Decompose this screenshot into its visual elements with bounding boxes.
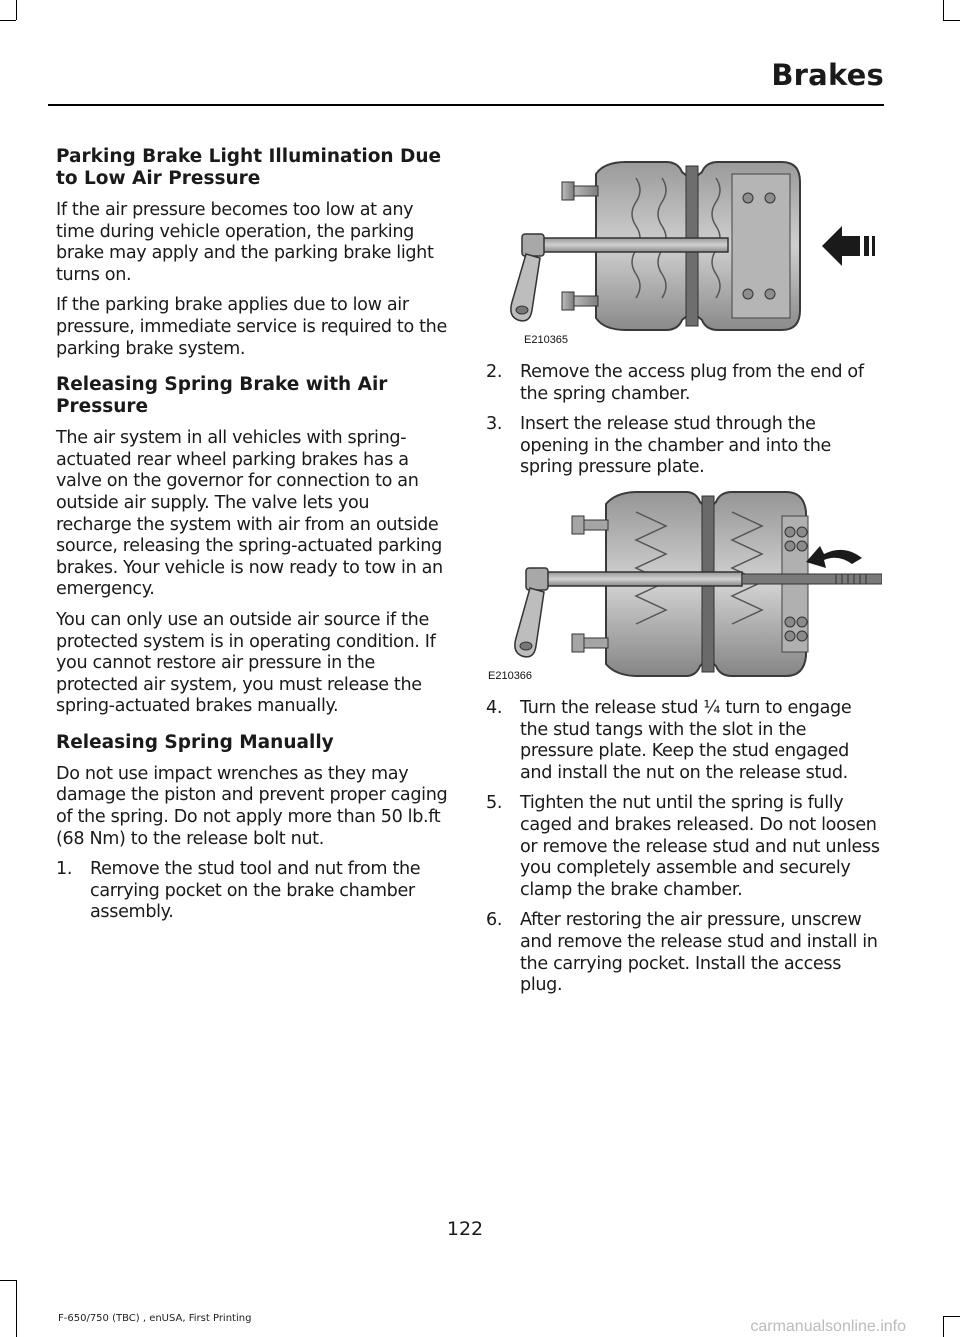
step-number: 4. xyxy=(486,697,503,718)
header-rule xyxy=(48,104,884,106)
step-number: 6. xyxy=(486,910,503,931)
section-heading-low-air: Parking Brake Light Illumination Due to Low Air Pressure xyxy=(56,146,442,189)
crop-mark-tr-v xyxy=(943,0,944,20)
page-footer: F-650/750 (TBC) , enUSA, First Printing xyxy=(58,1313,252,1324)
step-text: Tighten the nut until the spring is fully caged and brakes released. Do not loosen or remove the release stud and nut unless you completely assemble and securely clamp the brake chamber. xyxy=(520,793,880,900)
page-number: 122 xyxy=(446,1218,484,1240)
step-list xyxy=(486,362,882,479)
paragraph: If the air pressure becomes too low at any time during vehicle operation, the parking brake may apply and the parking brake light turns on. xyxy=(56,200,434,285)
brake-chamber-illustration xyxy=(486,154,882,348)
crop-mark-tl-h xyxy=(0,20,16,21)
watermark-text: carmanualsonline.info xyxy=(750,1318,906,1335)
step-text: After restoring the air pressure, unscrew and remove the release stud and install in the carrying pocket. Install the access plug. xyxy=(520,910,878,996)
figure-label: E210365 xyxy=(524,334,569,346)
list-item xyxy=(56,859,448,924)
brake-chamber-release-stud-illustration xyxy=(486,488,882,684)
step-number: 3. xyxy=(486,414,503,435)
step-number: 5. xyxy=(486,793,503,814)
step-text: Remove the stud tool and nut from the carrying pocket on the brake chamber assembly. xyxy=(90,859,421,923)
crop-mark-br-v xyxy=(943,1316,944,1337)
step-text: Turn the release stud ¼ turn to engage the stud tangs with the slot in the pressure plate. Keep the stud engaged and install the nut on the release stud. xyxy=(520,697,852,783)
crop-mark-tr-h xyxy=(943,20,960,21)
step-text: Remove the access plug from the end of the spring chamber. xyxy=(520,362,864,404)
step-text: Insert the release stud through the opening in the chamber and into the spring pressure plate. xyxy=(520,414,831,478)
figure-label: E210366 xyxy=(488,669,533,682)
crop-mark-bl-h xyxy=(0,1280,16,1281)
left-column xyxy=(56,146,448,933)
step-number: 1. xyxy=(56,859,73,880)
section-heading-air-release: Releasing Spring Brake with Air Pressure xyxy=(56,374,388,418)
paragraph: The air system in all vehicles with spring-actuated rear wheel parking brakes has a valve on the governor for connection to an outside air supply. The valve lets you recharge the system with air from an outside source, releasing the spring-actuated parking brakes. Your vehicle is now ready to tow in an emergency. xyxy=(56,428,443,600)
paragraph: You can only use an outside air source if the protected system is in operating condition. If you cannot restore air pressure in the protected air system, you must release the spring-actuated brakes manually. xyxy=(56,609,436,717)
crop-mark-tl-v xyxy=(16,0,17,20)
list-item xyxy=(486,362,882,405)
figure-brake-chamber-2 xyxy=(486,488,882,684)
right-column xyxy=(486,154,882,1006)
step-list xyxy=(486,698,882,997)
crop-mark-bl-v xyxy=(16,1280,17,1337)
list-item xyxy=(486,414,882,479)
figure-brake-chamber-1 xyxy=(486,154,882,348)
paragraph: If the parking brake applies due to low air pressure, immediate service is required to the parking brake system. xyxy=(56,295,447,359)
list-item xyxy=(486,793,882,901)
crop-mark-br-h xyxy=(943,1316,960,1317)
step-number: 2. xyxy=(486,362,503,382)
list-item xyxy=(486,698,882,784)
section-heading-manual-release: Releasing Spring Manually xyxy=(56,731,334,753)
page-header-title: Brakes xyxy=(771,58,884,92)
paragraph: Do not use impact wrenches as they may damage the piston and prevent proper caging of the spring. Do not apply more than 50 lb.ft (68 Nm) to the release bolt nut. xyxy=(56,763,448,849)
list-item xyxy=(486,910,882,996)
step-list xyxy=(56,859,448,924)
